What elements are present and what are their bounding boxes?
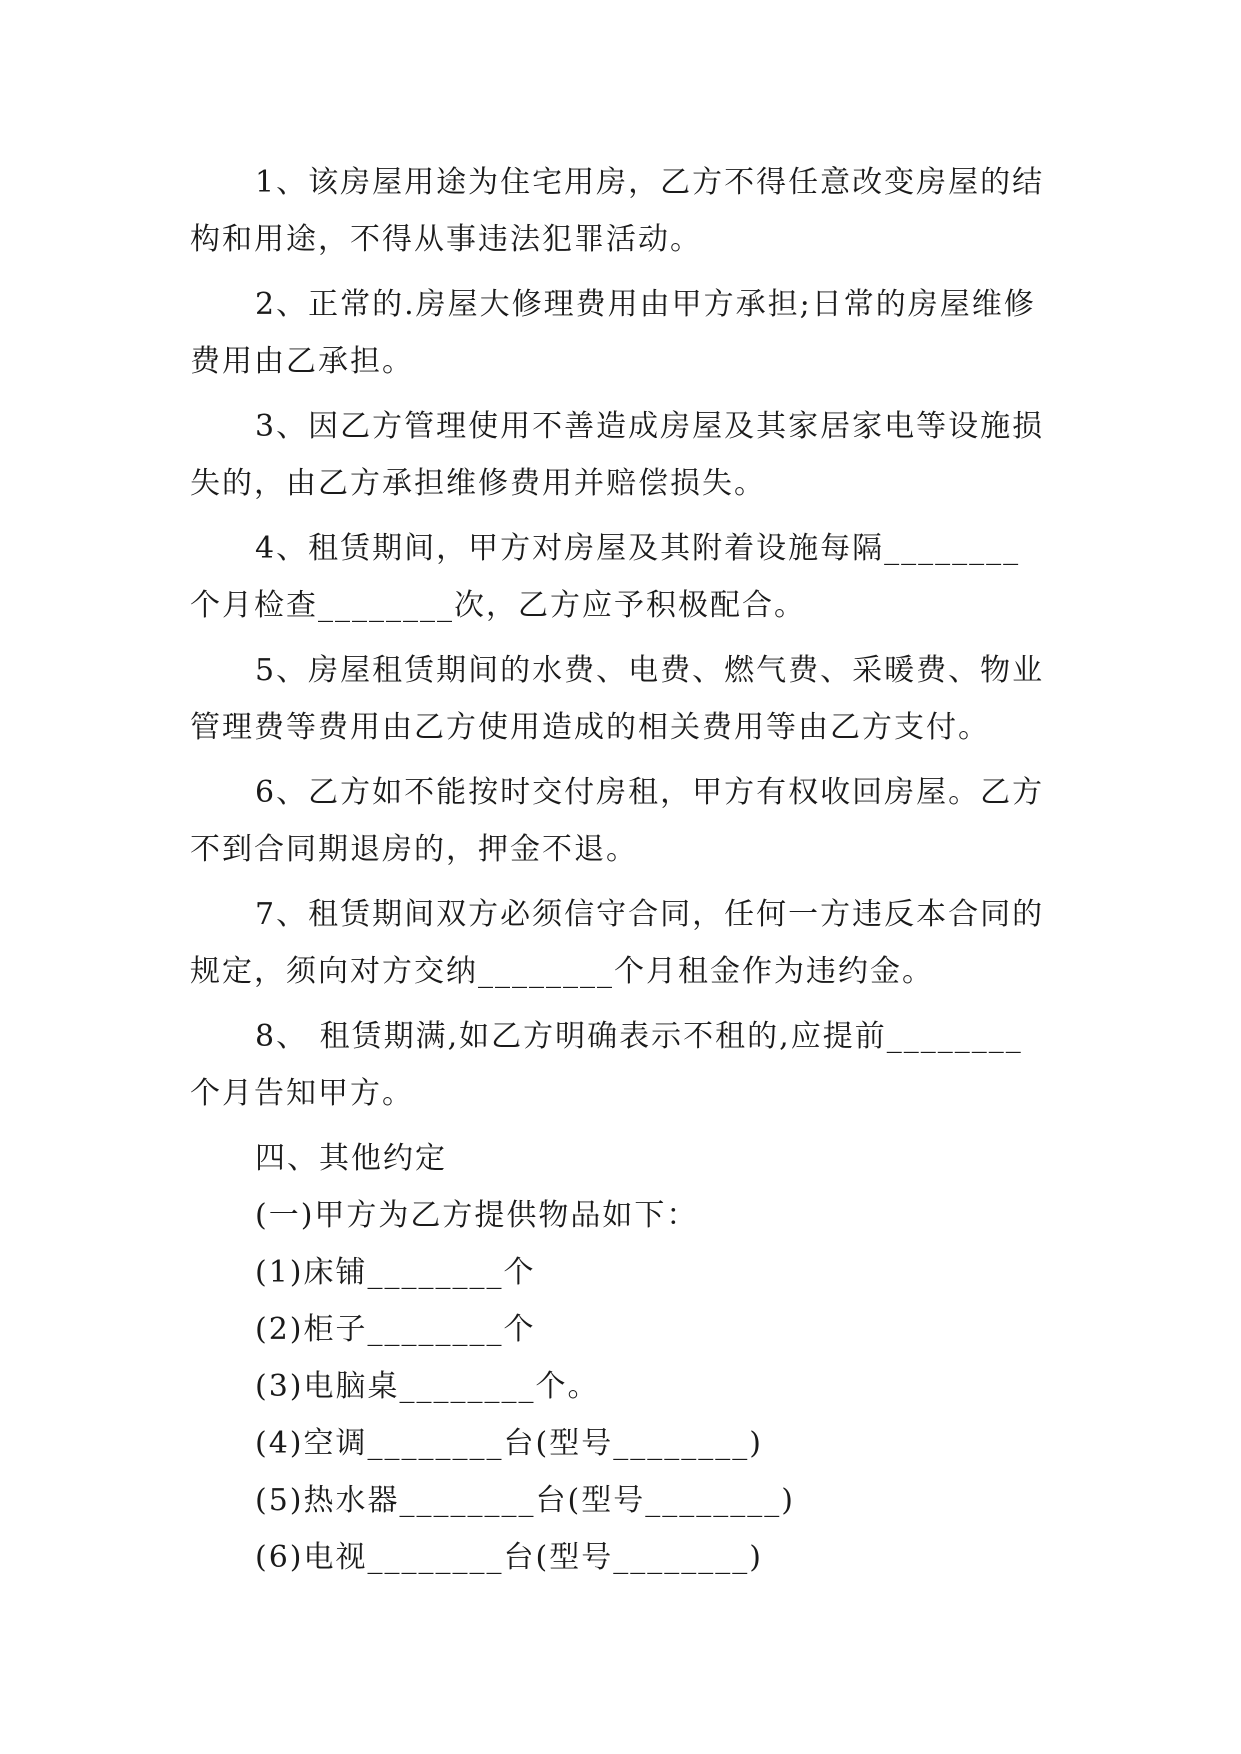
clause-1: 1、该房屋用途为住宅用房，乙方不得任意改变房屋的结构和用途，不得从事违法犯罪活动。 xyxy=(190,165,1045,257)
clause-2: 2、正常的.房屋大修理费用由甲方承担;日常的房屋维修费用由乙承担。 xyxy=(190,287,1036,379)
clause-8: 8、 租赁期满,如乙方明确表示不租的,应提前________个月告知甲方。 xyxy=(190,1019,1023,1111)
item-air-conditioner: (4)空调________台(型号________) xyxy=(255,1426,763,1461)
item-water-heater: (5)热水器________台(型号________) xyxy=(255,1483,795,1518)
item-cabinet: (2)柜子________个 xyxy=(255,1312,536,1347)
clause-4: 4、租赁期间，甲方对房屋及其附着设施每隔________个月检查________次，乙方应予积极配合。 xyxy=(190,531,1021,623)
contract-document xyxy=(190,154,1050,1586)
item-computer-desk: (3)电脑桌________个。 xyxy=(255,1369,600,1404)
section-heading: 四、其他约定 xyxy=(255,1141,447,1176)
clause-3: 3、因乙方管理使用不善造成房屋及其家居家电等设施损失的，由乙方承担维修费用并赔偿损失。 xyxy=(190,409,1045,501)
clause-6: 6、乙方如不能按时交付房租，甲方有权收回房屋。乙方不到合同期退房的，押金不退。 xyxy=(190,775,1045,867)
clause-7: 7、租赁期间双方必须信守合同，任何一方违反本合同的规定，须向对方交纳________个月租金作为违约金。 xyxy=(190,897,1045,989)
item-bed: (1)床铺________个 xyxy=(255,1255,536,1290)
item-tv: (6)电视________台(型号________) xyxy=(255,1540,763,1575)
clause-5: 5、房屋租赁期间的水费、电费、燃气费、采暖费、物业管理费等费用由乙方使用造成的相关费用等由乙方支付。 xyxy=(190,653,1045,745)
section-subheading: (一)甲方为乙方提供物品如下： xyxy=(255,1198,699,1233)
